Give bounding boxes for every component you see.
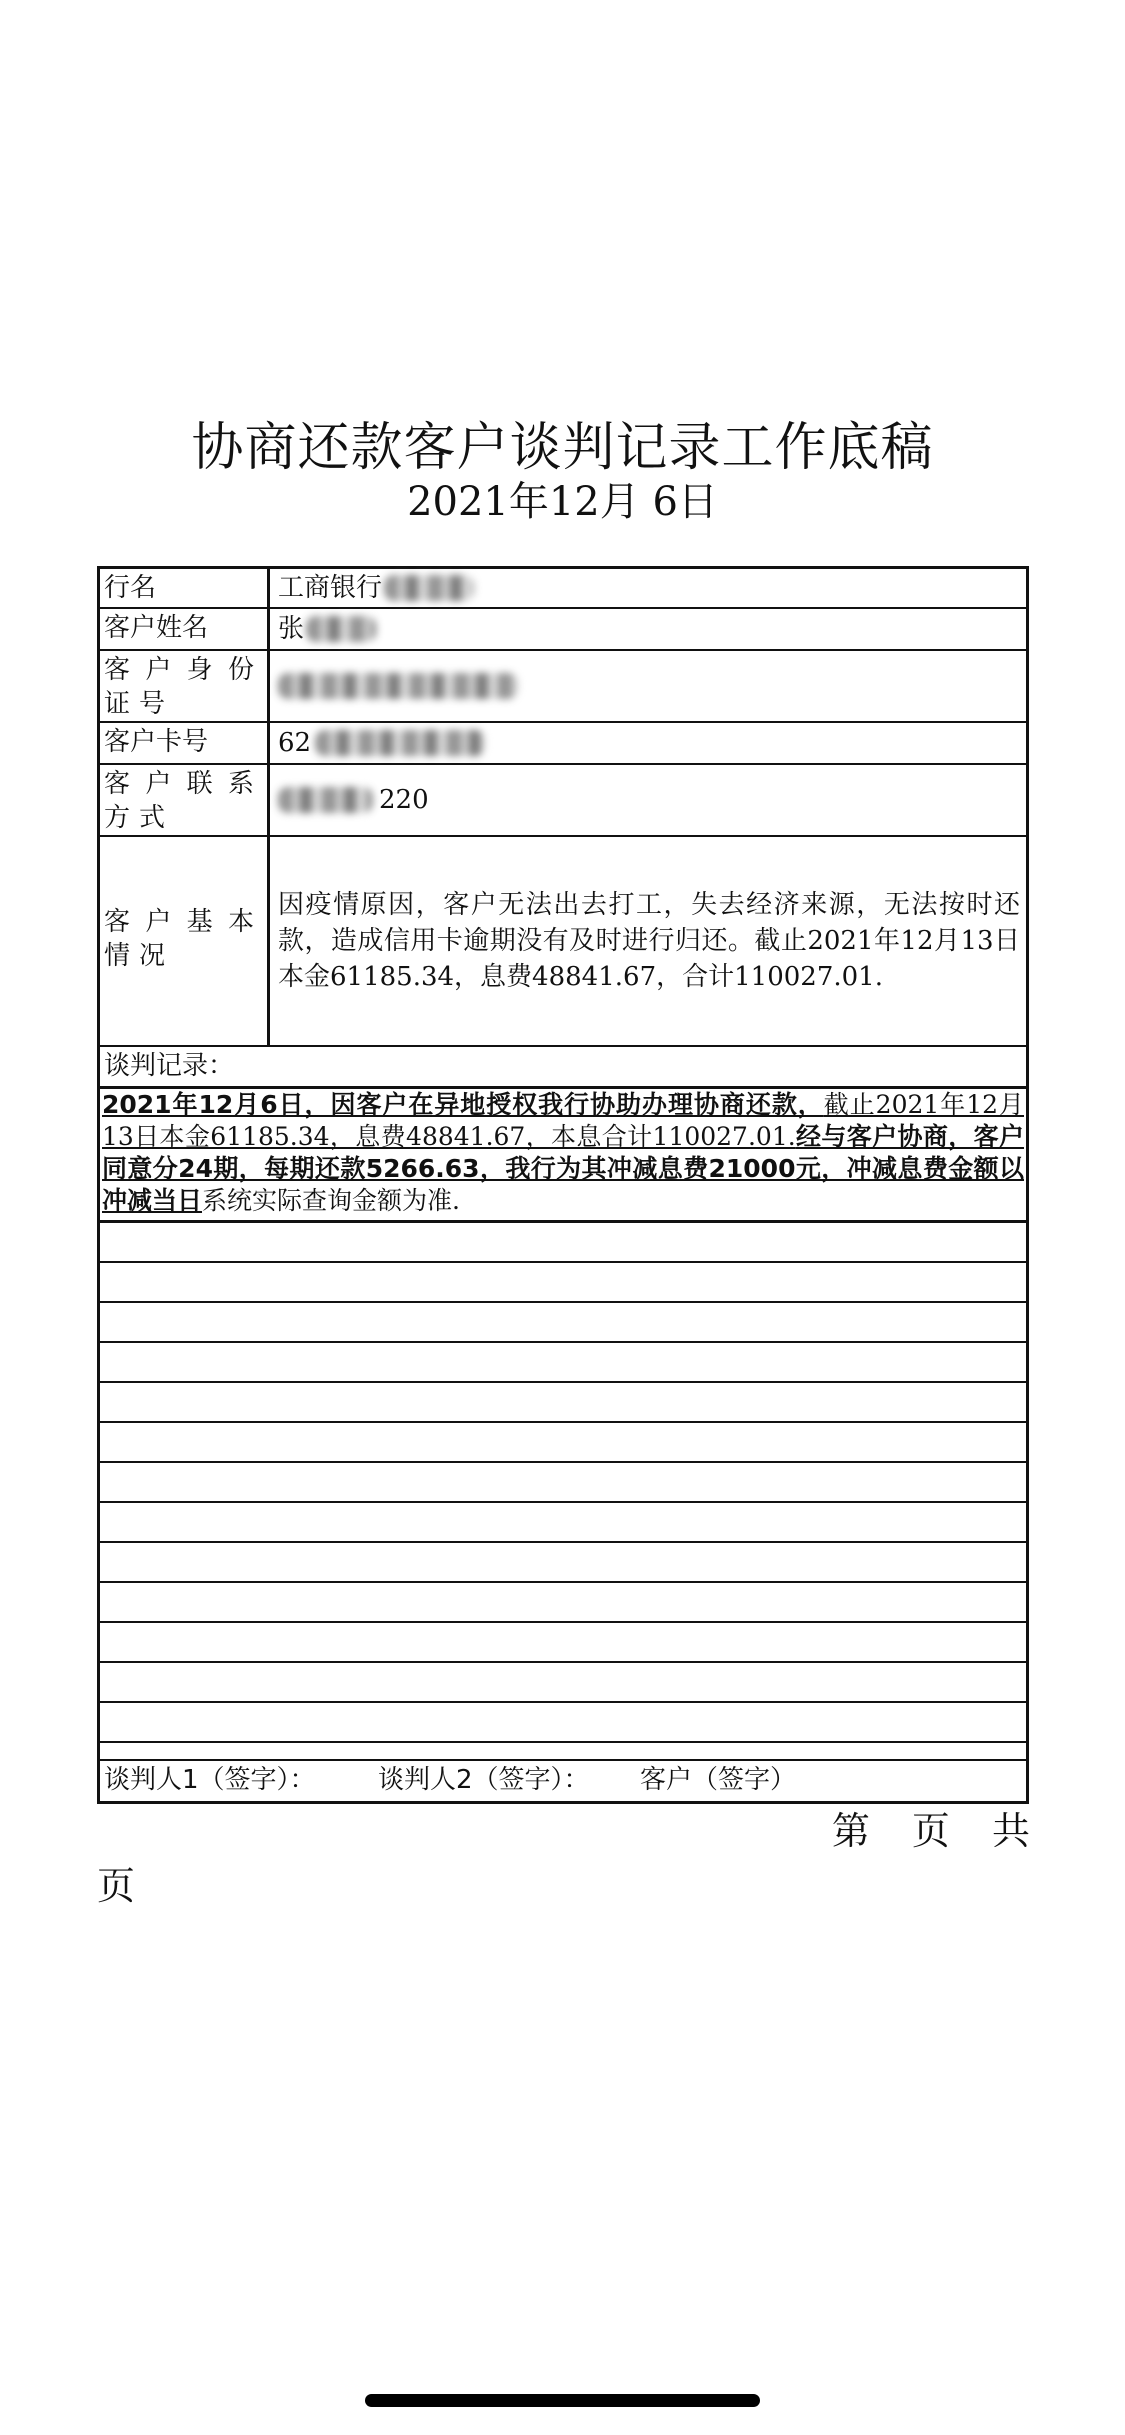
contact-label: 客户联系方式 — [100, 765, 270, 835]
bank-label: 行名 — [100, 569, 270, 607]
situation-value: 因疫情原因，客户无法出去打工，失去经济来源，无法按时还款，造成信用卡逾期没有及时进行归还。截止2021年12月13日本金61185.34，息费48841.67，合计110027.01. — [278, 890, 1020, 992]
negotiation-text — [100, 1089, 1026, 1223]
blank-line — [100, 1661, 1026, 1663]
blank-line — [100, 1381, 1026, 1383]
card-label: 客户卡号 — [100, 723, 270, 763]
name-label: 客户姓名 — [100, 609, 270, 649]
blank-line — [100, 1541, 1026, 1543]
id-row — [100, 651, 1026, 723]
contact-value-cell — [272, 765, 1026, 835]
redaction-blur — [306, 616, 376, 642]
bank-value: 工商银行 — [278, 573, 383, 603]
document-title: 协商还款客户谈判记录工作底稿 — [191, 418, 934, 478]
signature-row — [100, 1759, 1026, 1801]
name-value: 张 — [278, 614, 305, 644]
negotiation-text-part3: 经与客户协商，客户同意分24期，每期还款5266.63，我行为其冲减息费21000元，冲减息费金额以冲减当日 — [102, 1122, 1024, 1215]
situation-row — [100, 837, 1026, 1047]
card-value-cell — [272, 723, 1026, 763]
blank-line — [100, 1581, 1026, 1583]
id-value-cell — [272, 651, 1026, 721]
negotiator2-signature: 谈判人2（签字）： — [378, 1765, 590, 1795]
negotiation-heading: 谈判记录： — [100, 1047, 1026, 1089]
negotiation-text-part1: 2021年12月6日，因客户在异地授权我行协助办理协商还款， — [102, 1090, 824, 1119]
blank-line — [100, 1261, 1026, 1263]
blank-line — [100, 1741, 1026, 1743]
situation-label: 客户基本情况 — [100, 837, 270, 1045]
redaction-blur — [384, 575, 474, 601]
redaction-blur — [278, 787, 373, 813]
customer-signature: 客户（签字） — [640, 1765, 797, 1795]
bank-value-cell — [272, 569, 1026, 607]
blank-line — [100, 1341, 1026, 1343]
redaction-blur — [278, 673, 518, 699]
blank-line — [100, 1501, 1026, 1503]
negotiation-text-part4: 系统实际查询金额为准. — [202, 1186, 460, 1215]
name-row — [100, 609, 1026, 651]
home-indicator[interactable] — [365, 2394, 760, 2407]
negotiator1-signature: 谈判人1（签字）： — [104, 1765, 316, 1795]
contact-row — [100, 765, 1026, 837]
record-form — [97, 566, 1029, 1804]
card-row — [100, 723, 1026, 765]
blank-line — [100, 1701, 1026, 1703]
page-number-line2: 页 — [97, 1864, 136, 1908]
blank-line — [100, 1461, 1026, 1463]
name-value-cell — [272, 609, 1026, 649]
page-number-line1: 第 页 共 — [831, 1809, 1030, 1853]
document-date: 2021年12月 6日 — [407, 479, 718, 525]
negotiation-text-part2: 截止2021年12月13日本金61185.34，息费48841.67，本息合计110027.01. — [102, 1090, 1024, 1151]
card-value: 62 — [278, 728, 312, 758]
blank-line — [100, 1301, 1026, 1303]
id-label: 客户身份证号 — [100, 651, 270, 721]
contact-value: 220 — [379, 785, 429, 815]
redaction-blur — [315, 730, 485, 756]
bank-row — [100, 569, 1026, 609]
blank-line — [100, 1421, 1026, 1423]
blank-line — [100, 1621, 1026, 1623]
